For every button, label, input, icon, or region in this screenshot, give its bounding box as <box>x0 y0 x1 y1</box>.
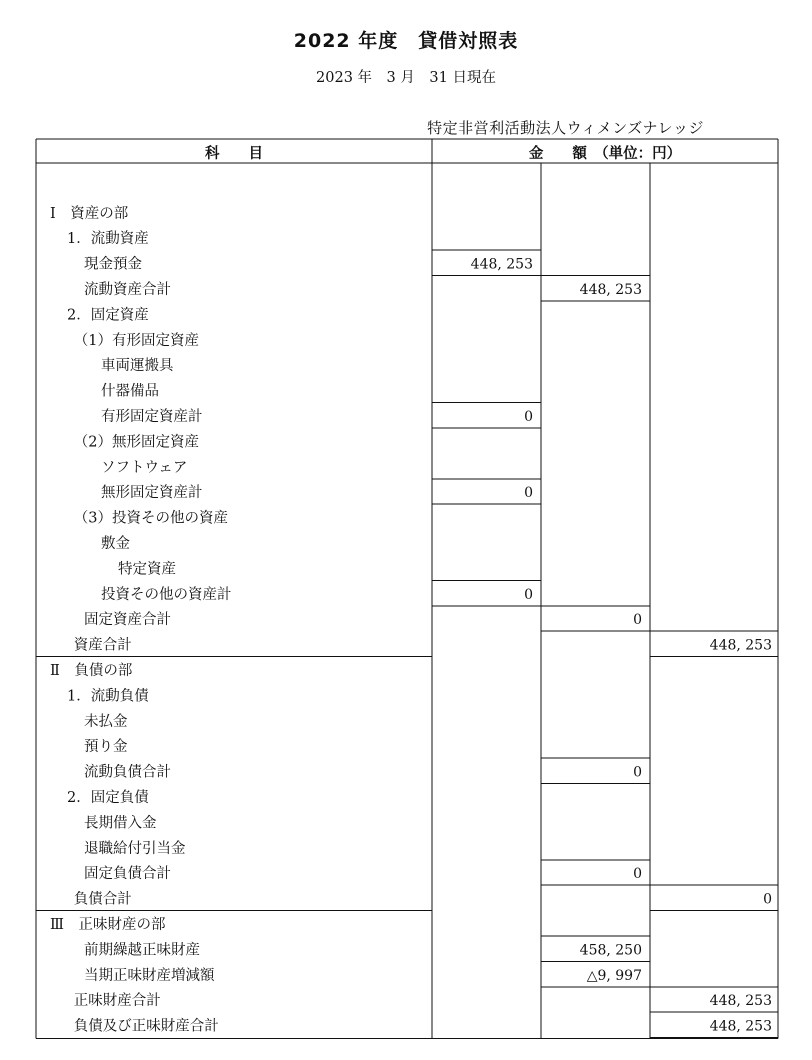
row-label: Ⅲ 正味財産の部 <box>50 917 166 933</box>
row-label: 2．固定負債 <box>67 790 149 806</box>
row-label: 1．流動資産 <box>67 231 149 248</box>
header-subject: 科 目 <box>205 146 263 162</box>
row-label: 資産合計 <box>73 637 132 654</box>
row-label: 2．固定資産 <box>67 307 149 324</box>
row-label: Ⅰ 資産の部 <box>50 205 129 222</box>
row-label: 預り金 <box>84 739 128 756</box>
amount-value: △9, 997 <box>586 967 642 984</box>
amount-value: 0 <box>633 866 642 883</box>
row-label: （3）投資その他の資産 <box>73 510 229 527</box>
amount-value: 0 <box>524 409 533 425</box>
row-label: 1．流動負債 <box>67 688 149 705</box>
row-label: 当期正味財産増減額 <box>84 967 215 984</box>
amount-value: 448, 253 <box>470 256 533 273</box>
row-label: 什器備品 <box>101 383 159 400</box>
row-label: 前期繰越正味財産 <box>84 942 200 959</box>
row-label: 退職給付引当金 <box>84 840 186 857</box>
amount-value: 448, 253 <box>709 637 772 654</box>
row-label: 投資その他の資産計 <box>101 586 232 603</box>
row-label: （2）無形固定資産 <box>73 434 200 451</box>
row-label: 未払金 <box>84 713 128 730</box>
row-label: （1）有形固定資産 <box>73 332 200 349</box>
amount-value: 448, 253 <box>709 1018 772 1035</box>
header-amount: 金 額 （単位：円） <box>528 146 682 162</box>
amount-value: 448, 253 <box>579 282 642 298</box>
row-label: 負債合計 <box>73 891 132 908</box>
amount-value: 0 <box>633 764 642 781</box>
amount-value: 0 <box>763 891 772 908</box>
amount-value: 0 <box>524 586 533 603</box>
row-label: 特定資産 <box>118 561 176 578</box>
row-label: 車両運搬具 <box>101 358 174 375</box>
row-label: Ⅱ 負債の部 <box>50 663 133 679</box>
document-title: 2022 年度 貸借対照表 <box>293 30 519 52</box>
row-label: 長期借入金 <box>84 815 157 832</box>
organization-name: 特定非営利活動法人ウィメンズナレッジ <box>427 119 704 137</box>
row-label: 有形固定資産計 <box>101 409 203 425</box>
amount-value: 0 <box>524 485 533 502</box>
row-label: 流動負債合計 <box>84 764 171 781</box>
row-label: 負債及び正味財産合計 <box>73 1018 219 1035</box>
row-label: 現金預金 <box>84 256 142 273</box>
row-label: 固定負債合計 <box>84 866 171 883</box>
row-label: 敷金 <box>101 536 130 552</box>
row-label: 流動資産合計 <box>84 282 171 298</box>
amount-value: 448, 253 <box>709 993 772 1010</box>
document-date: 2023 年 3 月 31 日現在 <box>316 70 496 86</box>
row-label: 正味財産合計 <box>73 993 161 1010</box>
amount-value: 458, 250 <box>579 942 642 959</box>
table-cells <box>50 144 772 1035</box>
row-label: ソフトウェア <box>101 459 188 476</box>
row-label: 無形固定資産計 <box>101 485 203 502</box>
amount-value: 0 <box>633 612 642 629</box>
row-label: 固定資産合計 <box>84 612 171 629</box>
